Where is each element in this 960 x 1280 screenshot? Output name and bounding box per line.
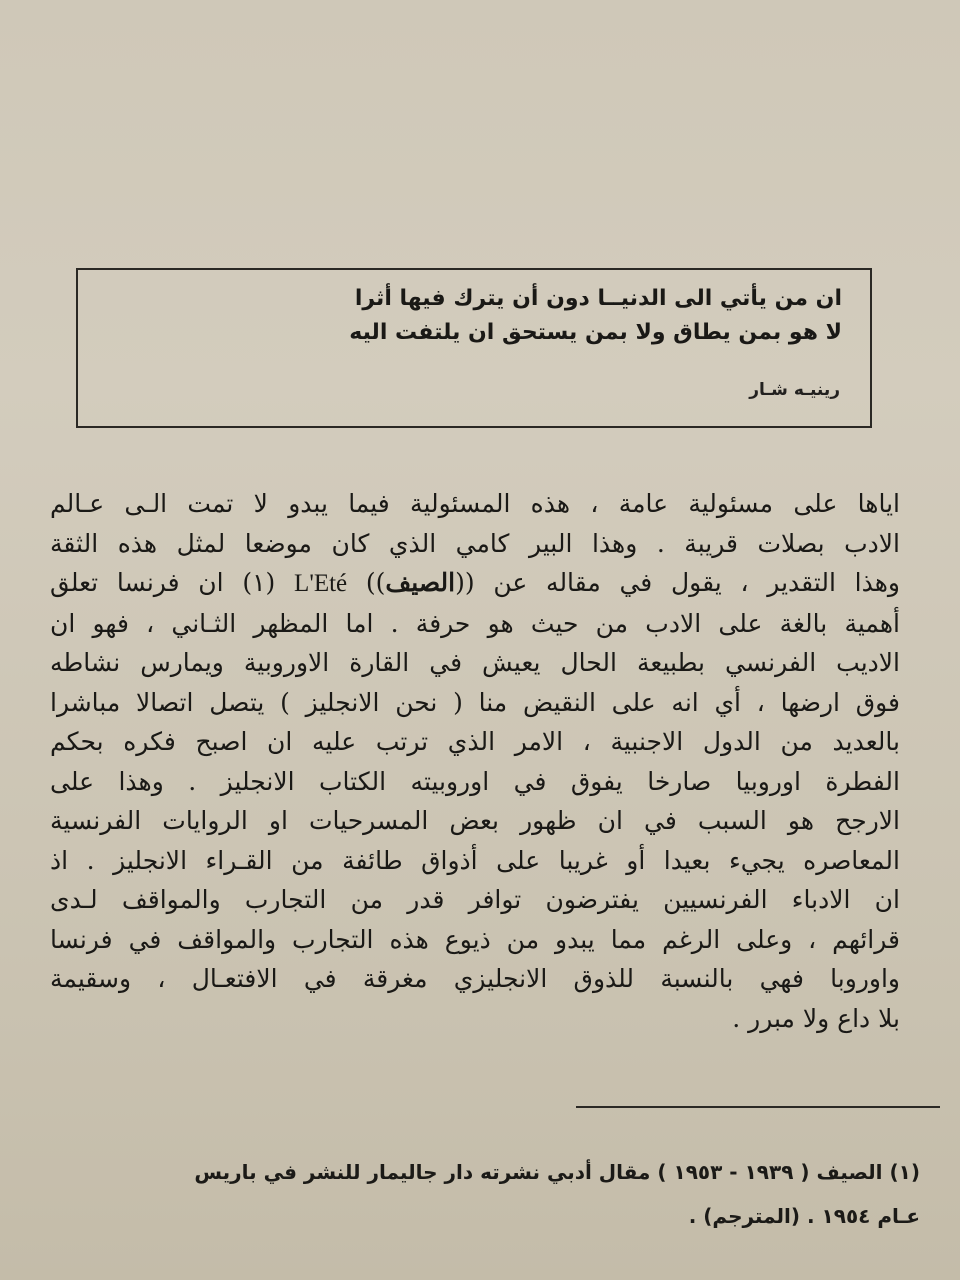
body-line-with-title	[50, 563, 900, 604]
epigraph-line: ان من يأتي الى الدنيــا دون أن يترك فيها أثرا	[354, 286, 842, 311]
body-line: واوروبا فهي بالنسبة للذوق الانجليزي مغرقة في الافتعـال ، وسقيمة	[50, 964, 900, 993]
body-line: أهمية بالغة على الادب من حيث هو حرفة . اما المظهر الثـاني ، فهو ان	[50, 608, 900, 638]
body-line: الفطرة اوروبيا صارخا يفوق في اوروبيته الكتاب الانجليز . وهذا على	[50, 766, 900, 796]
body-text-fragment: ))	[347, 568, 386, 597]
footnote	[40, 1150, 920, 1238]
essay-title-french: L'Eté	[294, 570, 348, 597]
body-line: الارجح هو السبب في ان ظهور بعض المسرحيات او الروايات الفرنسية	[50, 806, 900, 835]
body-line: الادب بصلات قريبة . وهذا البير كامي الذي كان موضعا لمثل هذه الثقة	[50, 528, 900, 558]
body-line: ان الادباء الفرنسيين يفترضون توافر قدر من التجارب والمواقف لـدى	[50, 885, 900, 914]
footnote-line: عـام ١٩٥٤ . (المترجم) .	[688, 1204, 920, 1228]
epigraph-line: لا هو بمن يطاق ولا بمن يستحق ان يلتفت اليه	[349, 320, 842, 345]
body-line: المعاصره يجيء بعيدا أو غريبا على أذواق طائفة من القـراء الانجليز . اذ	[50, 845, 900, 875]
bleed-through-text	[40, 0, 920, 250]
epigraph-author: رينيـه شـار	[749, 380, 840, 400]
footnote-separator	[576, 1106, 940, 1108]
epigraph-box	[76, 268, 872, 428]
body-line: فوق ارضها ، أي انه على النقيض منا ( نحن الانجليز ) يتصل اتصالا مباشرا	[50, 687, 900, 717]
body-line: قرائهم ، وعلى الرغم مما يبدو من ذيوع هذه التجارب والمواقف في فرنسا	[50, 924, 900, 954]
essay-title-arabic: الصيف	[385, 568, 456, 597]
footnote-line: (١) الصيف ( ١٩٣٩ - ١٩٥٣ ) مقال أدبي نشرته دار جاليمار للنشر في باريس	[194, 1160, 920, 1184]
body-text-fragment: وهذا التقدير ، يقول في مقاله عن ((	[455, 568, 900, 597]
body-line: اياها على مسئولية عامة ، هذه المسئولية فيما يبدو لا تمت الـى عـالم	[50, 489, 900, 518]
body-line: الاديب الفرنسي بطبيعة الحال يعيش في القارة الاوروبية ويمارس نشاطه	[50, 648, 900, 677]
body-text-fragment: (١) ان فرنسا تعلق	[50, 568, 295, 597]
body-paragraph	[50, 484, 900, 1038]
body-line: بلا داع ولا مبرر .	[732, 1003, 900, 1033]
epigraph-text	[102, 282, 842, 350]
body-line: بالعديد من الدول الاجنبية ، الامر الذي ترتب عليه ان اصبح فكره بحكم	[50, 727, 900, 756]
